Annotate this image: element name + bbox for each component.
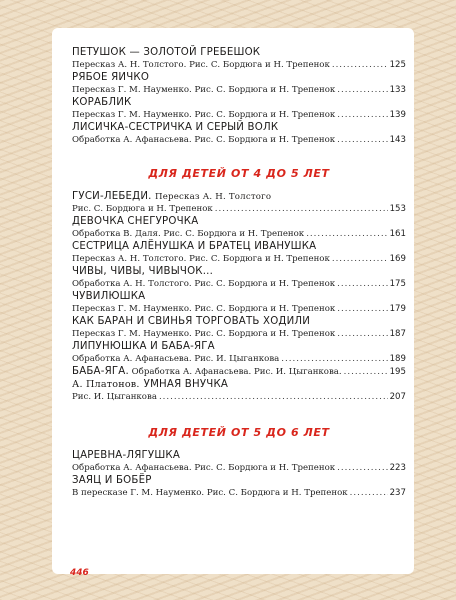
toc-entry (72, 290, 406, 315)
credit-text: В пересказе Г. М. Науменко. Рис. С. Бордюга и Н. Трепенок (72, 488, 348, 498)
story-title: КОРАБЛИК (72, 97, 132, 108)
leader-dots (332, 253, 388, 265)
story-title: ПЕТУШОК — ЗОЛОТОЙ ГРЕБЕШОК (72, 47, 261, 58)
toc-entry (72, 474, 406, 499)
story-title: РЯБОЕ ЯИЧКО (72, 72, 150, 83)
page-ref[interactable]: 143 (389, 135, 406, 145)
toc-credit-line (72, 391, 406, 403)
toc-credit-line (72, 303, 406, 315)
author-name: А. Платонов. (72, 379, 140, 390)
section-heading-5-6: ДЛЯ ДЕТЕЙ ОТ 5 ДО 6 ЛЕТ (148, 426, 330, 439)
leader-dots (337, 278, 387, 290)
credit-text: Обработка А. Афанасьева. Рис. С. Бордюга и Н. Трепенок (72, 463, 336, 473)
page-ref[interactable]: 207 (389, 392, 406, 402)
toc-credit-line (72, 487, 406, 499)
toc-credit-line (72, 84, 406, 96)
toc-credit-line (72, 353, 406, 365)
section-heading-4-5: ДЛЯ ДЕТЕЙ ОТ 4 ДО 5 ЛЕТ (148, 167, 330, 180)
credit-text: Обработка А. Афанасьева. Рис. И. Цыганкова. (131, 367, 342, 377)
page-ref[interactable]: 223 (389, 463, 406, 473)
toc-credit-line (72, 203, 406, 215)
credit-text: Пересказ А. Н. Толстого (155, 192, 272, 202)
credit-text: Обработка А. Афанасьева. Рис. И. Цыганкова (72, 354, 280, 364)
story-title: ЧИВЫ, ЧИВЫ, ЧИВЫЧОК... (72, 266, 214, 277)
toc-group-a (72, 46, 406, 146)
leader-dots (350, 487, 388, 499)
credit-text: Рис. С. Бордюга и Н. Трепенок (72, 204, 213, 214)
leader-dots (281, 353, 387, 365)
toc-credit-line (72, 134, 406, 146)
toc-entry (72, 365, 406, 378)
page-ref[interactable]: 237 (389, 488, 406, 498)
leader-dots (337, 109, 387, 121)
story-title-row (72, 190, 406, 203)
leader-dots (337, 303, 387, 315)
toc-credit-line (72, 228, 406, 240)
story-title: ЛИСИЧКА-СЕСТРИЧКА И СЕРЫЙ ВОЛК (72, 122, 279, 133)
credit-text: Пересказ А. Н. Толстого. Рис. С. Бордюга и Н. Трепенок (72, 60, 330, 70)
story-title: ЗАЯЦ И БОБЁР (72, 475, 152, 486)
credit-text: Обработка А. Афанасьева. Рис. С. Бордюга и Н. Трепенок (72, 135, 336, 145)
spacer (72, 441, 406, 449)
leader-dots (337, 84, 387, 96)
leader-dots (215, 203, 388, 215)
credit-text: Пересказ Г. М. Науменко. Рис. С. Бордюга и Н. Трепенок (72, 110, 336, 120)
toc-credit-line (72, 253, 406, 265)
toc-credit-line (72, 109, 406, 121)
credit-text: Обработка А. Н. Толстого. Рис. С. Бордюга и Н. Трепенок (72, 279, 336, 289)
page-ref[interactable]: 161 (389, 229, 406, 239)
story-title: ЦАРЕВНА-ЛЯГУШКА (72, 450, 181, 461)
spacer (72, 182, 406, 190)
story-title: УМНАЯ ВНУЧКА (143, 379, 229, 390)
credit-text: Рис. И. Цыганкова (72, 392, 157, 402)
toc-entry (72, 240, 406, 265)
toc-entry (72, 315, 406, 340)
toc-entry (72, 46, 406, 71)
credit-text: Обработка В. Даля. Рис. С. Бордюга и Н. Трепенок (72, 229, 305, 239)
leader-dots (337, 328, 387, 340)
toc-entry (72, 215, 406, 240)
credit-text: Пересказ А. Н. Толстого. Рис. С. Бордюга и Н. Трепенок (72, 254, 330, 264)
story-title: ЛИПУНЮШКА И БАБА-ЯГА (72, 341, 215, 352)
toc-entry (72, 71, 406, 96)
leader-dots (159, 391, 388, 403)
story-title: КАК БАРАН И СВИНЬЯ ТОРГОВАТЬ ХОДИЛИ (72, 316, 311, 327)
toc-credit-line (72, 365, 406, 378)
leader-dots (332, 59, 388, 71)
table-of-contents (72, 46, 406, 499)
leader-dots (306, 228, 387, 240)
page-ref[interactable]: 179 (389, 304, 406, 314)
story-title: СЕСТРИЦА АЛЁНУШКА И БРАТЕЦ ИВАНУШКА (72, 241, 317, 252)
page-ref[interactable]: 175 (389, 279, 406, 289)
toc-entry (72, 378, 406, 403)
story-title: ЧУВИЛЮШКА (72, 291, 146, 302)
toc-credit-line (72, 328, 406, 340)
story-title-row (72, 378, 406, 391)
toc-combined (72, 365, 342, 379)
story-title: БАБА-ЯГА. (72, 366, 129, 377)
page-ref[interactable]: 153 (389, 204, 406, 214)
toc-entry (72, 96, 406, 121)
toc-entry (72, 340, 406, 365)
leader-dots (337, 462, 387, 474)
page-ref[interactable]: 139 (389, 110, 406, 120)
toc-credit-line (72, 278, 406, 290)
story-title: ГУСИ-ЛЕБЕДИ. (72, 191, 152, 202)
credit-text: Пересказ Г. М. Науменко. Рис. С. Бордюга и Н. Трепенок (72, 304, 336, 314)
toc-group-b (72, 190, 406, 403)
toc-entry (72, 121, 406, 146)
spacer (72, 403, 406, 425)
toc-group-c (72, 449, 406, 499)
toc-entry (72, 265, 406, 290)
spacer (72, 146, 406, 166)
leader-dots (337, 134, 387, 146)
leader-dots (344, 366, 388, 379)
page-ref[interactable]: 195 (389, 367, 406, 377)
story-title: ДЕВОЧКА СНЕГУРОЧКА (72, 216, 199, 227)
toc-entry (72, 190, 406, 215)
page-ref[interactable]: 189 (389, 354, 406, 364)
toc-credit-line (72, 59, 406, 71)
page-number: 446 (70, 568, 89, 578)
page-ref[interactable]: 133 (389, 85, 406, 95)
page-ref[interactable]: 169 (389, 254, 406, 264)
credit-text: Пересказ Г. М. Науменко. Рис. С. Бордюга и Н. Трепенок (72, 85, 336, 95)
page-ref[interactable]: 187 (389, 329, 406, 339)
page-ref[interactable]: 125 (389, 60, 406, 70)
credit-text: Пересказ Г. М. Науменко. Рис. С. Бордюга и Н. Трепенок (72, 329, 336, 339)
toc-credit-line (72, 462, 406, 474)
toc-entry (72, 449, 406, 474)
